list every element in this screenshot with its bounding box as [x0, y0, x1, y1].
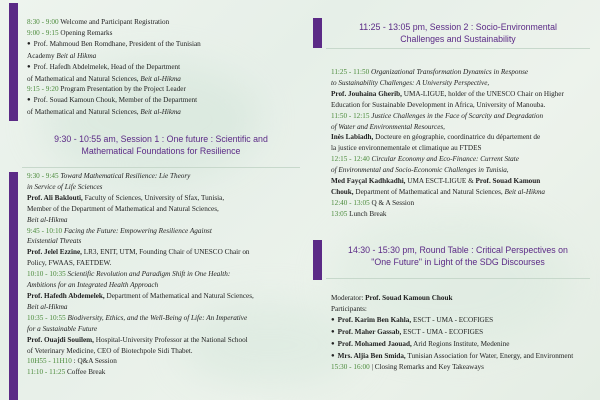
- detail-text: Tunisian Association for Water, Energy, and Environment: [405, 351, 574, 360]
- session1-line: [27, 367, 254, 378]
- detail-text: Academy: [27, 51, 57, 60]
- detail-text: Prof. Hafedh Abdelmelek, Head of the Department: [33, 62, 181, 71]
- roundtable-line: [331, 362, 573, 373]
- detail-text: Member of the Department of Mathematical and Natural Sciences,: [27, 204, 219, 213]
- detail-text: UMA-LIGUE, holder of the UNESCO Chair on Higher: [401, 89, 564, 98]
- detail-text: of Mathematical and Natural Sciences,: [27, 74, 141, 83]
- time-label: 15:30 - 16:00: [331, 363, 370, 372]
- opening-line: [27, 74, 201, 85]
- speaker-name: Inès Labiadh,: [331, 133, 374, 142]
- session2-line: [331, 143, 564, 154]
- detail-text: ESCT - UMA - ECOFIGES: [411, 315, 494, 324]
- talk-title: Ambitions for an Integrated Health Approach: [27, 281, 159, 290]
- time-label: 8:30 - 9:00: [27, 18, 59, 26]
- speaker-name: Prof. Jelel Ezzine,: [27, 248, 82, 257]
- session2-line: [331, 132, 564, 143]
- session1-line: [27, 226, 254, 237]
- session1-line: [27, 291, 254, 302]
- speaker-name: Prof. Hafedh Abdemelek,: [27, 291, 105, 300]
- session2-title-line2: Challenges and Sustainability: [400, 34, 516, 44]
- time-label: 11:10 - 11:25: [27, 368, 66, 377]
- talk-title: in Service of Life Sciences: [27, 182, 103, 191]
- time-label: 9:15 - 9:20: [27, 85, 59, 94]
- opening-line: [27, 28, 201, 39]
- opening-program: [27, 17, 201, 118]
- session1-line: [27, 204, 254, 215]
- detail-text: Q & A Session: [371, 198, 415, 207]
- detail-text: ESCT - UMA - ECOFIGES: [401, 327, 484, 336]
- speaker-name: Med Fayçal Kadhkadhi,: [331, 177, 406, 186]
- session2-title: [326, 21, 590, 45]
- talk-title: Facing the Future: Empowering Resilience Against: [63, 226, 212, 235]
- time-label: 9:45 - 10:10: [27, 226, 63, 235]
- session2-line: [331, 78, 564, 89]
- session2-line: [331, 187, 564, 198]
- talk-title: Existential Threats: [27, 237, 82, 246]
- opening-line: [27, 62, 201, 74]
- session1-line: [27, 280, 254, 291]
- detail-text: | Closing Remarks and Key Takeaways: [371, 363, 484, 372]
- roundtable-line: [331, 339, 573, 351]
- speaker-name: Chouk,: [331, 187, 354, 196]
- session1-line: [27, 247, 254, 258]
- detail-text: Welcome and Participant Registration: [60, 18, 170, 26]
- session1-line: [27, 215, 254, 226]
- session2-line: [331, 67, 564, 78]
- speaker-name: Prof. Maher Gassab,: [337, 327, 402, 336]
- talk-title: Circular Economy and Eco-Finance: Current State: [371, 155, 519, 164]
- affiliation: Beit al-Hikma: [27, 215, 68, 224]
- session1-line: [27, 236, 254, 247]
- opening-line: [27, 51, 201, 62]
- session1-line: [27, 335, 254, 346]
- time-label: 10:10 - 10:35: [27, 270, 66, 279]
- opening-line: [27, 95, 201, 107]
- detail-text: Coffee Break: [67, 368, 106, 377]
- detail-text: of Veterinary Medicine, CEO of Biotechpole Sidi Thabet.: [27, 346, 193, 355]
- session1-line: [27, 193, 254, 204]
- accent-bar-roundtable: [313, 240, 322, 280]
- detail-text: Program Presentation by the Project Leader: [60, 85, 186, 94]
- roundtable-program: [331, 293, 573, 373]
- session2-program: [331, 67, 564, 220]
- session1-line: [27, 182, 254, 193]
- time-label: 12:15 - 12:40: [331, 155, 370, 164]
- time-label: 10:35 - 10:55: [27, 313, 66, 322]
- session1-title-line2: Mathematical Foundations for Resilience: [81, 146, 241, 156]
- detail-text: Prof. Mahmoud Ben Romdhane, President of the Tunisian: [33, 39, 201, 48]
- session2-line: [331, 209, 564, 220]
- session1-line: [27, 346, 254, 357]
- affiliation: Beit al-Hikma: [504, 187, 545, 196]
- time-label: 13:05: [331, 209, 348, 218]
- detail-text: Participants:: [331, 304, 367, 313]
- affiliation: Beit al-Hikma: [140, 108, 181, 117]
- speaker-name: Mrs. Aljia Ben Smida,: [337, 351, 406, 360]
- session2-line: [331, 89, 564, 100]
- speaker-name: Prof. Mohamed Jaouad,: [337, 339, 412, 348]
- session1-line: [27, 356, 254, 367]
- detail-text: LR3, ENIT, UTM, Founding Chair of UNESCO Chair on: [81, 248, 250, 257]
- session1-line: [27, 313, 254, 324]
- time-label: 11:50 - 12:15: [331, 111, 370, 120]
- detail-text: Docteure en géographie, coordinatrice du département de: [373, 133, 541, 142]
- opening-line: [27, 17, 201, 28]
- session2-line: [331, 165, 564, 176]
- session1-line: [27, 302, 254, 313]
- session2-line: [331, 176, 564, 187]
- talk-title: to Sustainability Challenges: A University Perspective,: [331, 78, 490, 87]
- roundtable-line: [331, 351, 573, 363]
- roundtable-line: [331, 327, 573, 339]
- roundtable-line: [331, 315, 573, 327]
- roundtable-title-line1: 14:30 - 15:30 pm, Round Table : Critical Perspectives on: [348, 245, 568, 255]
- detail-text: Department of Mathematical and Natural Sciences,: [353, 187, 505, 196]
- speaker-name: Prof. Karim Ben Kahla,: [337, 315, 412, 324]
- affiliation: Beit al-Hikma: [27, 302, 68, 311]
- detail-text: : Q&A Session: [73, 357, 117, 366]
- opening-line: [27, 39, 201, 51]
- accent-bar-session1: [9, 172, 18, 400]
- session1-program: [27, 171, 254, 378]
- detail-text: Arid Regions Institute, Medenine: [411, 339, 510, 348]
- time-label: 10H55 - 11H10: [27, 357, 72, 366]
- talk-title: of Water and Environmental Resources,: [331, 122, 445, 131]
- session2-line: [331, 198, 564, 209]
- detail-text: of Mathematical and Natural Sciences,: [27, 108, 141, 117]
- speaker-name: Prof. Ouajdi Souilem,: [27, 335, 94, 344]
- talk-title: Biodiversity, Ethics, and the Well-Being of Life: An Imperative: [67, 313, 248, 322]
- session1-line: [27, 324, 254, 335]
- talk-title: Toward Mathematical Resilience: Lie Theory: [60, 172, 191, 180]
- session2-line: [331, 100, 564, 111]
- speaker-name: Prof. Ali Baklouti,: [27, 193, 83, 202]
- session1-line: [27, 258, 254, 269]
- roundtable-title-line2: "One Future" in Light of the SDG Discourses: [371, 257, 545, 267]
- talk-title: Scientific Revolution and Paradigm Shift in One Health:: [67, 270, 231, 279]
- time-label: 11:25 - 11:50: [331, 68, 370, 76]
- detail-text: Lunch Break: [349, 209, 387, 218]
- time-label: 9:00 - 9:15: [27, 28, 59, 37]
- detail-text: Policy, FWAAS, FAETDEW.: [27, 259, 112, 268]
- session2-line: [331, 122, 564, 133]
- speaker-name: Prof. Jouhaina Gherib,: [331, 89, 402, 98]
- speaker-name: Prof. Souad Kamoun Chouk: [365, 294, 453, 302]
- detail-text: Opening Remarks: [60, 28, 113, 37]
- session2-title-line1: 11:25 - 13:05 pm, Session 2 : Socio-Environmental: [359, 22, 557, 32]
- detail-text: UMA ESCT-LIGUE &: [405, 177, 476, 186]
- detail-text: Faculty of Sciences, University of Sfax, Tunisia,: [82, 193, 225, 202]
- accent-bar-session2: [313, 18, 322, 48]
- roundtable-line: [331, 304, 573, 315]
- session1-title-line1: 9:30 - 10:55 am, Session 1 : One future : Scientific and: [54, 134, 268, 144]
- session1-line: [27, 269, 254, 280]
- detail-text: la justice environnementale et climatique au FTDES: [331, 144, 482, 153]
- session2-line: [331, 111, 564, 122]
- accent-bar-opening: [9, 3, 18, 121]
- opening-line: [27, 107, 201, 118]
- roundtable-line: [331, 293, 573, 304]
- detail-text: Department of Mathematical and Natural Sciences,: [104, 291, 254, 300]
- detail-text: Hospital-University Professor at the National School: [93, 335, 248, 344]
- session2-line: [331, 154, 564, 165]
- affiliation: Beit al Hikma: [56, 51, 97, 60]
- detail-text: Education for Sustainable Development in Africa, University of Manouba.: [331, 100, 546, 109]
- session1-line: [27, 171, 254, 182]
- detail-text: Moderator:: [331, 294, 366, 302]
- opening-line: [27, 84, 201, 95]
- talk-title: for a Sustainable Future: [27, 324, 98, 333]
- time-label: 12:40 - 13:05: [331, 198, 370, 207]
- affiliation: Beit al-Hikma: [140, 74, 181, 83]
- roundtable-title: [326, 244, 590, 268]
- session1-title: [22, 133, 300, 157]
- talk-title: Justice Challenges in the Face of Scarcity and Degradation: [371, 111, 544, 120]
- detail-text: Prof. Souad Kamoun Chouk, Member of the Department: [33, 96, 198, 105]
- talk-title: Organizational Transformation Dynamics in Response: [371, 68, 529, 76]
- talk-title: of Environmental and Socio-Economic Challenges in Tunisia,: [331, 166, 509, 175]
- speaker-name: Prof. Souad Kamoun: [475, 177, 541, 186]
- time-label: 9:30 - 9:45: [27, 172, 59, 180]
